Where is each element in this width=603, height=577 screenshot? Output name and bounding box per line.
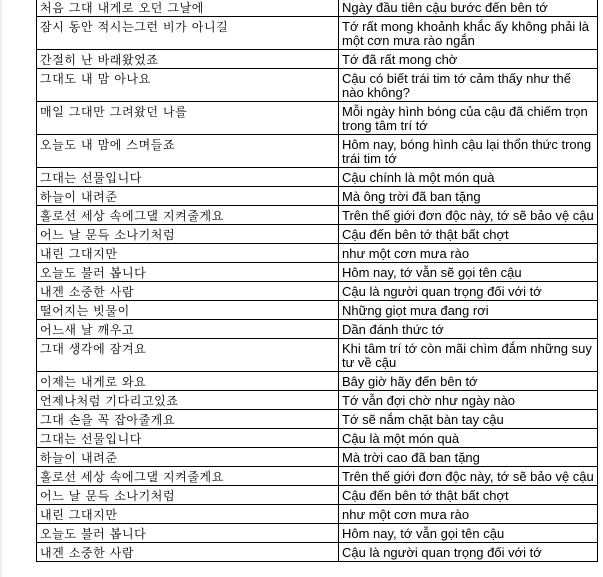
table-row: [37, 467, 598, 486]
table-row: [37, 244, 598, 263]
table-row: [37, 429, 598, 448]
table-row: [37, 301, 598, 320]
korean-lyric-cell: 그대 생각에 잠겨요: [37, 339, 339, 372]
korean-lyric-cell: 이제는 내게로 와요: [37, 372, 339, 391]
table-row: [37, 69, 598, 102]
vietnamese-translation-cell: Tớ sẽ nắm chặt bàn tay cậu: [339, 410, 598, 429]
table-row: [37, 505, 598, 524]
vietnamese-translation-cell: Cậu chính là một món quà: [339, 168, 598, 187]
korean-lyric-cell: 홀로선 세상 속에그댈 지켜줄게요: [37, 467, 339, 486]
vietnamese-translation-cell: Mà trời cao đã ban tặng: [339, 448, 598, 467]
vietnamese-translation-cell: như một cơn mưa rào: [339, 505, 598, 524]
korean-lyric-cell: 내겐 소중한 사람: [37, 543, 339, 562]
korean-lyric-cell: 처음 그대 내게로 오던 그날에: [37, 0, 339, 17]
vietnamese-translation-cell: Trên thế giới đơn độc này, tớ sẽ bảo vệ cậu: [339, 206, 598, 225]
vietnamese-translation-cell: Cậu có biết trái tim tớ cảm thấy như thế nào không?: [339, 69, 598, 102]
vietnamese-translation-cell: Cậu là người quan trọng đối với tớ: [339, 543, 598, 562]
korean-lyric-cell: 오늘도 불러 봅니다: [37, 263, 339, 282]
table-row: [37, 168, 598, 187]
vietnamese-translation-cell: Cậu đến bên tớ thật bất chợt: [339, 225, 598, 244]
korean-lyric-cell: 내겐 소중한 사람: [37, 282, 339, 301]
korean-lyric-cell: 그대는 선물입니다: [37, 429, 339, 448]
vietnamese-translation-cell: Tớ đã rất mong chờ: [339, 50, 598, 69]
table-row: [37, 339, 598, 372]
vietnamese-translation-cell: Tớ vẫn đợi chờ như ngày nào: [339, 391, 598, 410]
vietnamese-translation-cell: Bây giờ hãy đến bên tớ: [339, 372, 598, 391]
vietnamese-translation-cell: Dần đánh thức tớ: [339, 320, 598, 339]
table-row: [37, 135, 598, 168]
vietnamese-translation-cell: Mà ông trời đã ban tặng: [339, 187, 598, 206]
korean-lyric-cell: 어느 날 문득 소나기처럼: [37, 225, 339, 244]
korean-lyric-cell: 오늘도 불러 봅니다: [37, 524, 339, 543]
korean-lyric-cell: 그대도 내 맘 아나요: [37, 69, 339, 102]
korean-lyric-cell: 떨어지는 빗물이: [37, 301, 339, 320]
table-row: [37, 225, 598, 244]
korean-lyric-cell: 잠시 동안 적시는그런 비가 아니길: [37, 17, 339, 50]
vietnamese-translation-cell: Trên thế giới đơn độc này, tớ sẽ bảo vệ cậu: [339, 467, 598, 486]
vietnamese-translation-cell: Những giọt mưa đang rơi: [339, 301, 598, 320]
table-row: [37, 206, 598, 225]
korean-lyric-cell: 내린 그대지만: [37, 505, 339, 524]
korean-lyric-cell: 그대는 선물입니다: [37, 168, 339, 187]
korean-lyric-cell: 홀로선 세상 속에그댈 지켜줄게요: [37, 206, 339, 225]
korean-lyric-cell: 언제나처럼 기다리고있죠: [37, 391, 339, 410]
table-row: [37, 410, 598, 429]
vietnamese-translation-cell: Cậu là một món quà: [339, 429, 598, 448]
table-row: [37, 282, 598, 301]
vietnamese-translation-cell: Ngày đầu tiên cậu bước đến bên tớ: [339, 0, 598, 17]
table-row: [37, 543, 598, 562]
table-row: [37, 320, 598, 339]
table-row: [37, 391, 598, 410]
korean-lyric-cell: 오늘도 내 맘에 스며들죠: [37, 135, 339, 168]
table-row: [37, 524, 598, 543]
korean-lyric-cell: 하늘이 내려준: [37, 448, 339, 467]
table-row: [37, 0, 598, 17]
table-row: [37, 17, 598, 50]
table-row: [37, 187, 598, 206]
vietnamese-translation-cell: Hôm nay, bóng hình cậu lại thổn thức trong trái tim tớ: [339, 135, 598, 168]
korean-lyric-cell: 간절히 난 바래왔었죠: [37, 50, 339, 69]
vietnamese-translation-cell: Tớ rất mong khoảnh khắc ấy không phải là một cơn mưa rào ngắn: [339, 17, 598, 50]
table-row: [37, 102, 598, 135]
korean-lyric-cell: 매일 그대만 그려왔던 나를: [37, 102, 339, 135]
page-edge: [0, 0, 2, 577]
vietnamese-translation-cell: Cậu đến bên tớ thật bất chợt: [339, 486, 598, 505]
korean-lyric-cell: 하늘이 내려준: [37, 187, 339, 206]
table-row: [37, 486, 598, 505]
table-row: [37, 372, 598, 391]
korean-lyric-cell: 그대 손을 꼭 잡아줄게요: [37, 410, 339, 429]
vietnamese-translation-cell: Khi tâm trí tớ còn mãi chìm đắm những suy tư về cậu: [339, 339, 598, 372]
table-row: [37, 263, 598, 282]
lyrics-table: [36, 0, 598, 562]
korean-lyric-cell: 어느 날 문득 소나기처럼: [37, 486, 339, 505]
table-row: [37, 448, 598, 467]
lyrics-table-body: [37, 0, 598, 562]
table-row: [37, 50, 598, 69]
korean-lyric-cell: 어느새 날 깨우고: [37, 320, 339, 339]
korean-lyric-cell: 내린 그대지만: [37, 244, 339, 263]
vietnamese-translation-cell: Hôm nay, tớ vẫn gọi tên cậu: [339, 524, 598, 543]
vietnamese-translation-cell: Cậu là người quan trọng đối với tớ: [339, 282, 598, 301]
vietnamese-translation-cell: như một cơn mưa rào: [339, 244, 598, 263]
vietnamese-translation-cell: Mỗi ngày hình bóng của cậu đã chiếm trọn trong tâm trí tớ: [339, 102, 598, 135]
vietnamese-translation-cell: Hôm nay, tớ vẫn sẽ gọi tên cậu: [339, 263, 598, 282]
